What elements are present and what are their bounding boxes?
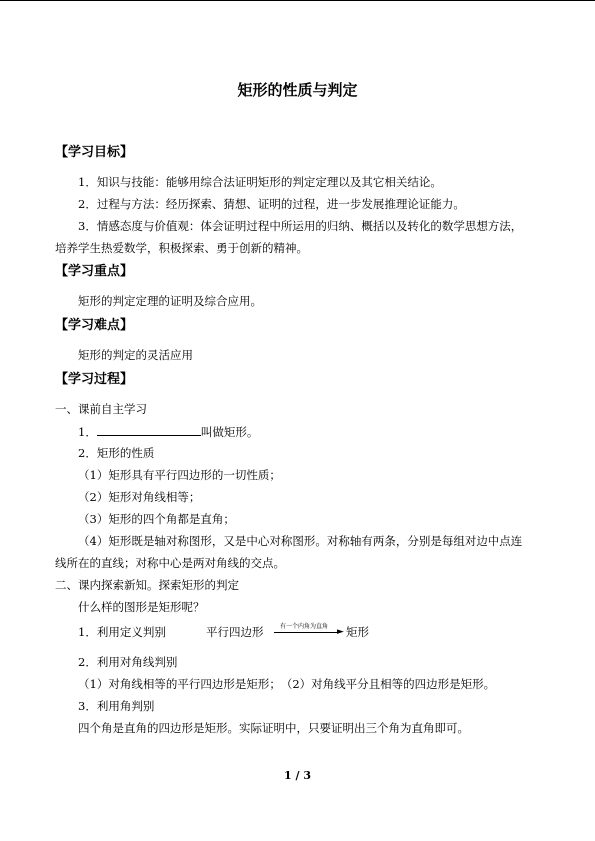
property-3: （3）矩形的四个角都是直角； — [78, 512, 235, 526]
property-1: （1）矩形具有平行四边形的一切性质； — [78, 468, 281, 482]
method-1-label: 1．利用定义判别 — [78, 625, 166, 639]
arrow-head-icon: ► — [337, 627, 344, 637]
goals-heading: 【学习目标】 — [55, 145, 134, 160]
difficulty-text: 矩形的判定的灵活应用 — [78, 348, 193, 362]
difficulty-heading: 【学习难点】 — [55, 318, 134, 333]
page-number: 1 / 3 — [284, 769, 311, 782]
top-border — [0, 0, 595, 1]
method-2-label: 2．利用对角线判别 — [78, 655, 178, 669]
method-2-text: （1）对角线相等的平行四边形是矩形； （2）对角线平分且相等的四边形是矩形。 — [78, 677, 496, 691]
question-1: 1． 叫做矩形。 — [78, 425, 259, 439]
fill-in-blank[interactable] — [97, 424, 201, 436]
process-heading: 【学习过程】 — [55, 372, 134, 387]
key-point-heading: 【学习重点】 — [55, 264, 134, 279]
method-1-from: 平行四边形 — [206, 625, 264, 639]
key-point-text: 矩形的判定定理的证明及综合应用。 — [78, 294, 262, 308]
method-3-label: 3．利用角判别 — [78, 699, 155, 713]
method-1-to: 矩形 — [346, 625, 369, 639]
goal-3-line-2: 培养学生热爱数学，积极探索、勇于创新的精神。 — [55, 241, 308, 255]
arrow-condition-label: 有一个内角为直角 — [279, 623, 328, 630]
property-2: （2）矩形对角线相等； — [78, 490, 201, 504]
condition-arrow — [274, 621, 346, 643]
part-2-heading: 二、课内探索新知。探索矩形的判定 — [55, 578, 239, 592]
goal-2: 2．过程与方法：经历探索、猜想、证明的过程，进一步发展推理论证能力。 — [78, 197, 465, 211]
goal-3-line-1: 3．情感态度与价值观：体会证明过程中所运用的归纳、概括以及转化的数学思想方法， — [78, 219, 523, 233]
arrow-line — [274, 632, 340, 633]
question-2: 2．矩形的性质 — [78, 446, 155, 460]
property-4-line-2: 线所在的直线；对称中心是两对角线的交点。 — [55, 556, 285, 570]
goal-1: 1．知识与技能：能够用综合法证明矩形的判定定理以及其它相关结论。 — [78, 175, 442, 189]
part-1-heading: 一、课前自主学习 — [55, 402, 147, 416]
property-4-line-1: （4）矩形既是轴对称图形，又是中心对称图形。对称轴有两条，分别是每组对边中点连 — [78, 534, 523, 548]
method-3-text: 四个角是直角的四边形是矩形。实际证明中，只要证明出三个角为直角即可。 — [78, 721, 469, 735]
question-text: 什么样的图形是矩形呢？ — [78, 600, 205, 614]
page-title: 矩形的性质与判定 — [237, 81, 358, 99]
